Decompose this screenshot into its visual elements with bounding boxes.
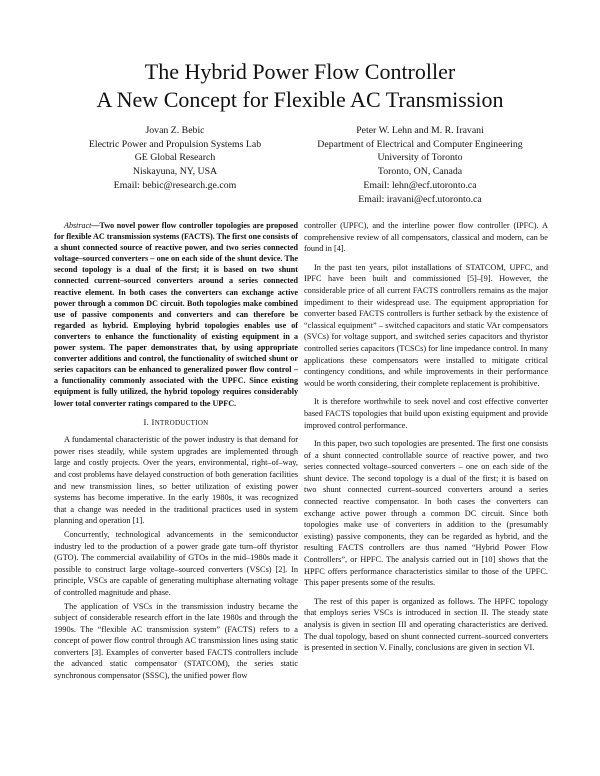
section-heading: I. INTRODUCTION xyxy=(143,416,209,427)
author-affiliation: Electric Power and Propulsion Systems Lab xyxy=(88,138,262,150)
author-affiliation: Department of Electrical and Computer Engineering xyxy=(317,138,523,150)
left-column xyxy=(54,220,298,684)
right-column xyxy=(304,220,548,656)
body-paragraph: In this paper, two such topologies are presented. The first one consists of a shunt connected controllable source of reactive power, and two series connected voltage–sourced converters – one on each side of the shunt device. The second topology is a dual of the first; it is based on two shunt connected current–sourced converters around a series connected reactive compensator. In both cases the converters can exchange active power through a common DC circuit. Since both topologies make use of converters in addition to the (presumably existing) passive components, they can be regarded as hybrid, and the resulting FACTS controllers are thus named “Hybrid Power Flow Controllers”, or HPFC. The analysis carried out in [10] shows that the HPFC offers performance characteristics similar to those of the UPFC. This paper presents some of the results. xyxy=(304,439,548,588)
author-block-left xyxy=(70,124,280,193)
body-paragraph: A fundamental characteristic of the power industry is that demand for power rises steadily, while system upgrades are implemented through large and costly projects. Over the years, environmental, right–of–way, and cost problems have delayed construction of both generation facilities and new transmission lines, so better utilization of existing power systems has become imperative. In the early 1980s, it was recognized that a change was needed in the traditional practices used in system planning and operation [1]. xyxy=(54,435,298,526)
body-paragraph: The rest of this paper is organized as follows. The HPFC topology that employs series VSCs is introduced in section II. The steady state analysis is given in section III and operating characteristics are derived. The dual topology, based on shunt connected current–sourced converters is presented in section V. Finally, conclusions are given in section VI. xyxy=(304,596,548,653)
author-name: Jovan Z. Bebic xyxy=(145,125,205,136)
body-paragraph: The application of VSCs in the transmission industry became the subject of considerable research effort in the late 1980s and through the 1990s. The “flexible AC transmission system” (FACTS) refers to a concept of power flow control through AC transmission lines using static converters [3]. Examples of converter based FACTS controllers include the advanced static compensator (STATCOM), the series static synchronous compensator (SSSC), the unified power flow xyxy=(54,601,298,681)
author-affiliation: GE Global Research xyxy=(134,152,216,164)
author-email: Email: iravani@ecf.utoronto.ca xyxy=(358,193,482,205)
abstract xyxy=(54,220,298,409)
paper-title-line-1: The Hybrid Power Flow Controller xyxy=(144,59,456,84)
body-paragraph: In the past ten years, pilot installations of STATCOM, UPFC, and IPFC have been built and commissioned [5]–[9]. However, the considerable price of all current FACTS controllers remains as the major impediment to their widespread use. The equipment appropriation for converter based FACTS controllers is further setback by the existence of “classical equipment” – switched capacitors and static VAr compensators (SVCs) for voltage support, and switched series capacitors and thyristor controlled series capacitors (TCSCs) for line impedance control. In many applications these compensators were installed to mitigate critical contingency conditions, and while improvements in their performance would be worth considering, their complete replacement is prohibitive. xyxy=(304,262,548,388)
author-email: Email: bebic@research.ge.com xyxy=(113,179,237,191)
body-paragraph: controller (UPFC), and the interline power flow controller (IPFC). A comprehensive review of all compensators, classical and modern, can be found in [4]. xyxy=(304,221,548,254)
author-location: Toronto, ON, Canada xyxy=(377,166,463,178)
author-affiliation: University of Toronto xyxy=(377,152,463,164)
abstract-text: —Two novel power flow controller topologies are proposed for flexible AC transmission systems (FACTS). The first one consists of a shunt connected source of reactive power, and two series connected voltage–sourced converters – one on each side of the shunt device. The second topology is a dual of the first; it is based on two shunt connected current–sourced converters around a series connected reactive element. In both cases the converters can exchange active power through a common DC circuit. Both topologies make combined use of passive components and converters and can therefore be regarded as hybrid. Employing hybrid topologies enables use of converters to enhance the functionality of existing equipment in a power system. The paper demonstrates that, by using appropriate converter additions and control, the functionality of switched shunt or series capacitors can be enhanced to generalized power flow control – a functionality commonly associated with the UPFC. Since existing equipment is fully utilized, the hybrid topology requires considerably lower total converter ratings compared to the UPFC. xyxy=(54,221,298,408)
author-location: Niskayuna, NY, USA xyxy=(132,166,218,178)
body-paragraph: It is therefore worthwhile to seek novel and cost effective converter based FACTS topologies that build upon existing equipment and provide improved control performance. xyxy=(304,397,548,430)
author-block-right xyxy=(290,124,550,206)
author-email: Email: lehn@ecf.utoronto.ca xyxy=(363,179,477,191)
paper-title-line-2: A New Concept for Flexible AC Transmission xyxy=(96,87,504,112)
body-paragraph: Concurrently, technological advancements in the semiconductor industry led to the production of a power grade gate turn–off thyristor (GTO). The commercial availability of GTOs in the mid–1980s made it possible to construct large voltage–sourced converters (VSCs) [2]. In principle, VSCs are capable of generating multiphase alternating voltage of controlled magnitude and phase. xyxy=(54,529,298,597)
author-name: Peter W. Lehn and M. R. Iravani xyxy=(356,125,484,136)
abstract-label: Abstract xyxy=(64,221,92,230)
